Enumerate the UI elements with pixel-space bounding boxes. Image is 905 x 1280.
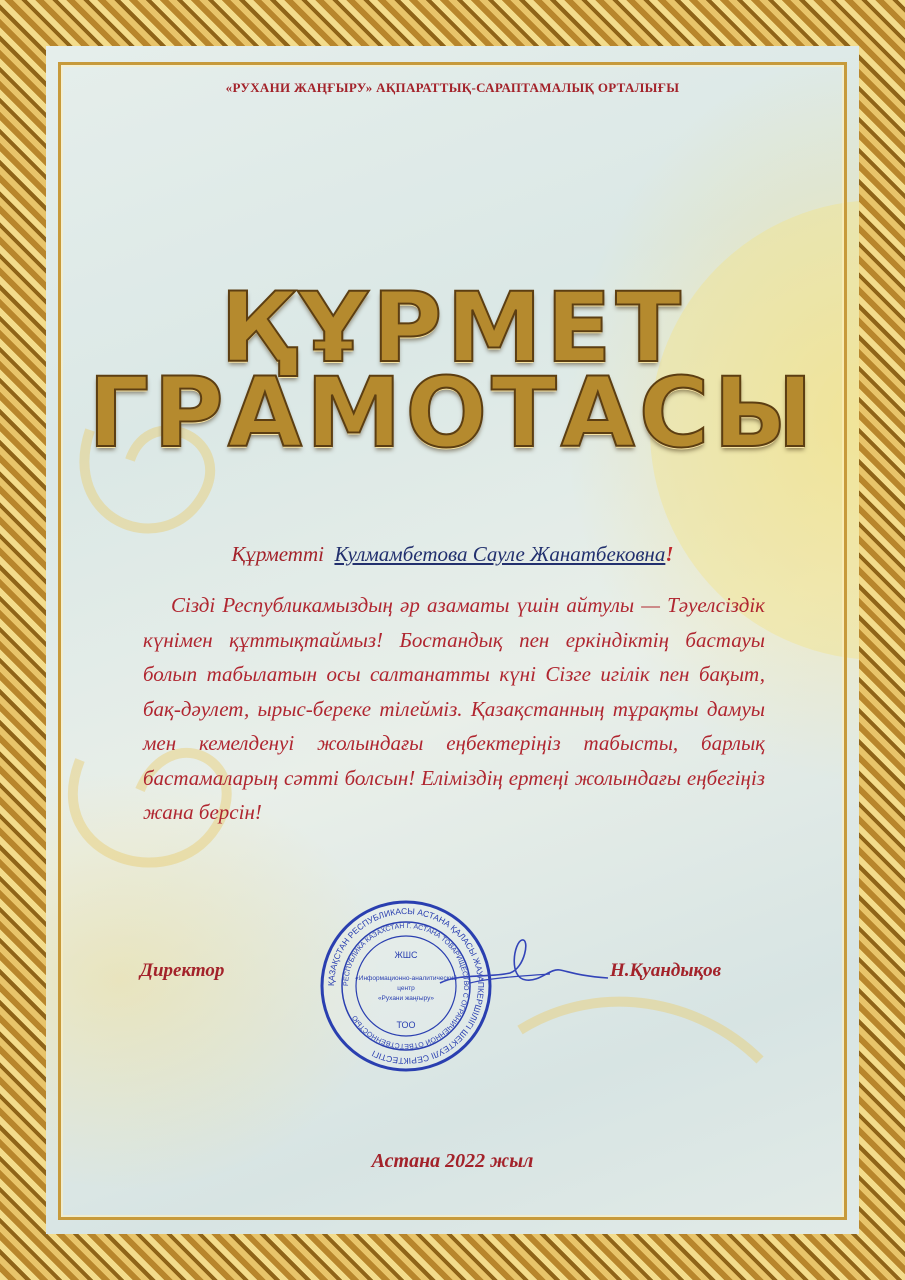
place-and-year: Астана 2022 жыл (371, 1150, 534, 1172)
congratulation-text: Сізді Республикамыздың әр азаматы үшін айтулы — Тәуелсіздік күнімен құттықтаймыз! Бостандық пен еркіндіктің бастауы болып табылатын осы салтанатты күні Сізге игілік пен бақыт, бақ-дәулет, ырыс-береке тілейміз. Қазақстанның тұрақты дамуы мен кемелденуі жолындағы еңбектеріңіз табысты, барлық бастамаларың сәтті болсын! Еліміздің ертеңі жолындағы еңбегіңіз жана берсін! (143, 593, 765, 824)
stamp-ring-text: РЕСПУБЛИКА КАЗАХСТАН Г. АСТАНА ТОВАРИЩЕСТВО С ОГРАНИЧЕННОЙ ОТВЕТСТВЕННОСТЬЮ (342, 922, 470, 1050)
greeting (60, 542, 845, 567)
signatory-role: Директор (140, 960, 225, 981)
stamp-center-2: центр (397, 985, 415, 992)
stamp-outer-text: ҚАЗАҚСТАН РЕСПУБЛИКАСЫ АСТАНА ҚАЛАСЫ ЖАУАПКЕРШІЛІГІ ШЕКТЕУЛІ СЕРІКТЕСТІГІ (325, 905, 487, 1067)
signatory-name: Н.Қуандықов (610, 960, 722, 981)
handwritten-signature (430, 928, 610, 1008)
stamp-center-3: «Рухани жаңғыру» (377, 995, 435, 1002)
organization-name: «РУХАНИ ЖАҢҒЫРУ» АҚПАРАТТЫҚ-САРАПТАМАЛЫҚ ОРТАЛЫҒЫ (225, 80, 680, 95)
recipient-name: Кулмамбетова Сауле Жанатбековна (334, 542, 666, 566)
stamp-bottom: ТОО (396, 1020, 416, 1030)
title-line-2: ГРАМОТАСЫ (88, 357, 817, 469)
salutation: Құрметті (231, 542, 324, 566)
stamp-center-1: «Информационно-аналитический (355, 975, 457, 982)
stamp-top: ЖШС (394, 950, 418, 960)
title-line-1: ҚҰРМЕТ (220, 272, 685, 384)
exclamation-mark: ! (665, 542, 674, 566)
